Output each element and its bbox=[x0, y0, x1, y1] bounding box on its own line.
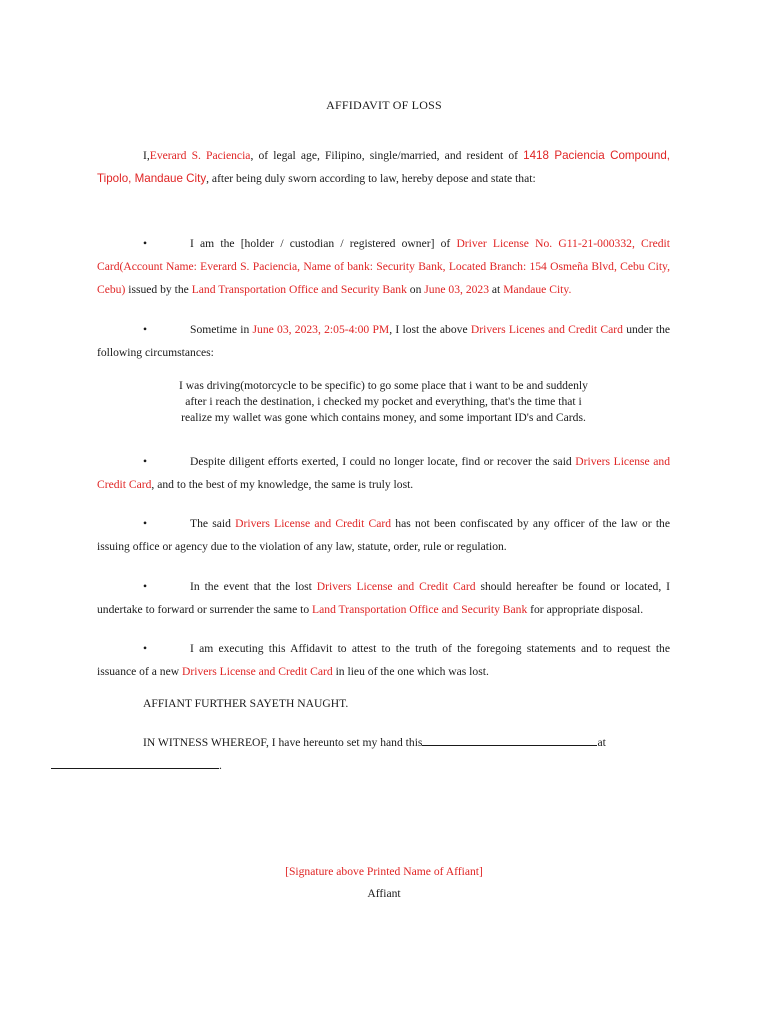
item-1-text-4: at bbox=[489, 283, 504, 296]
item-1-text-1: I am the [holder / custodian / registered owner] of bbox=[190, 237, 457, 250]
bullet-icon: • bbox=[143, 517, 148, 530]
item-1-paragraph bbox=[97, 232, 670, 301]
bullet-icon: • bbox=[143, 580, 148, 593]
item-2-paragraph bbox=[97, 318, 670, 364]
issuing-agency: Land Transportation Office and Security Bank bbox=[191, 283, 407, 296]
item-2-text-3: under the following circumstances: bbox=[97, 323, 671, 359]
date-blank-line bbox=[422, 733, 597, 746]
item-4-text-2: has not been confiscated by any officer of the law or the issuing office or agency due to the violation of any law, statute, order, rule or regulation. bbox=[97, 517, 671, 553]
intro-text-2: , of legal age, Filipino, single/married, and resident of bbox=[250, 149, 519, 162]
circumstance-line: I was driving(motorcycle to be specific) to go some place that i want to be and suddenly bbox=[179, 379, 588, 392]
issuing-agency: Land Transportation Office and Security Bank bbox=[312, 603, 528, 616]
item-5-text-1: In the event that the lost bbox=[190, 580, 317, 593]
place-blank-line bbox=[51, 756, 219, 769]
witness-end: . bbox=[219, 759, 222, 772]
circumstance-line: after i reach the destination, i checked my pocket and everything, that's the time that i bbox=[185, 395, 582, 408]
witness-text: IN WITNESS WHEREOF, I have hereunto set my hand this bbox=[143, 736, 423, 749]
item-6-text-2: in lieu of the one which was lost. bbox=[332, 665, 489, 678]
lost-items: Drivers License and Credit Card bbox=[97, 455, 670, 491]
naught-line: AFFIANT FURTHER SAYETH NAUGHT. bbox=[143, 697, 349, 710]
bullet-icon: • bbox=[143, 642, 148, 655]
circumstance-line: realize my wallet was gone which contains money, and some important ID's and Cards. bbox=[181, 411, 586, 424]
item-3-text-1: Despite diligent efforts exerted, I could no longer locate, find or recover the said bbox=[190, 455, 576, 468]
intro-paragraph bbox=[97, 144, 670, 190]
issue-place: Mandaue City. bbox=[503, 283, 572, 296]
item-2-text-1: Sometime in bbox=[190, 323, 253, 336]
item-6-text-1: I am executing this Affidavit to attest to the truth of the foregoing statements and to request the issuance of a new bbox=[97, 642, 670, 678]
witness-at: at bbox=[597, 736, 606, 749]
item-6-paragraph bbox=[97, 637, 670, 683]
affiant-label: Affiant bbox=[367, 887, 401, 900]
witness-paragraph bbox=[97, 731, 670, 777]
bullet-icon: • bbox=[143, 323, 148, 336]
issue-date: June 03, 2023 bbox=[424, 283, 490, 296]
item-3-text-2: , and to the best of my knowledge, the same is truly lost. bbox=[151, 478, 414, 491]
signature-label: [Signature above Printed Name of Affiant] bbox=[285, 865, 483, 878]
affiant-address: 1418 Paciencia Compound, Tipolo, Mandaue City bbox=[97, 149, 671, 185]
item-1-text-3: on bbox=[406, 283, 425, 296]
lost-items: Drivers Licenes and Credit Card bbox=[470, 323, 623, 336]
lost-documents-detail: Driver License No. G11-21-000332, Credit Card(Account Name: Everard S. Paciencia, Name of bank: Security Bank, Located Branch: 154 Osmeña Blvd, Cebu City, Cebu) bbox=[97, 237, 670, 296]
item-1-text-2: issued by the bbox=[125, 283, 192, 296]
intro-text-1: I, bbox=[143, 149, 150, 162]
lost-items: Drivers License and Credit Card bbox=[182, 665, 333, 678]
bullet-icon: • bbox=[143, 237, 148, 250]
lost-items: Drivers License and Credit Card bbox=[235, 517, 392, 530]
loss-datetime: June 03, 2023, 2:05-4:00 PM bbox=[252, 323, 390, 336]
item-3-paragraph bbox=[97, 450, 670, 496]
intro-text-3: , after being duly sworn according to law, hereby depose and state that: bbox=[206, 172, 536, 185]
item-5-text-3: for appropriate disposal. bbox=[527, 603, 644, 616]
item-5-text-2: should hereafter be found or located, I undertake to forward or surrender the same to bbox=[97, 580, 671, 616]
affiant-name: Everard S. Paciencia bbox=[149, 149, 251, 162]
circumstances-block bbox=[97, 378, 670, 426]
item-4-text-1: The said bbox=[190, 517, 236, 530]
item-4-paragraph bbox=[97, 512, 670, 558]
document-title: AFFIDAVIT OF LOSS bbox=[326, 98, 442, 112]
lost-items: Drivers License and Credit Card bbox=[316, 580, 476, 593]
item-5-paragraph bbox=[97, 575, 670, 621]
bullet-icon: • bbox=[143, 455, 148, 468]
item-2-text-2: , I lost the above bbox=[389, 323, 471, 336]
